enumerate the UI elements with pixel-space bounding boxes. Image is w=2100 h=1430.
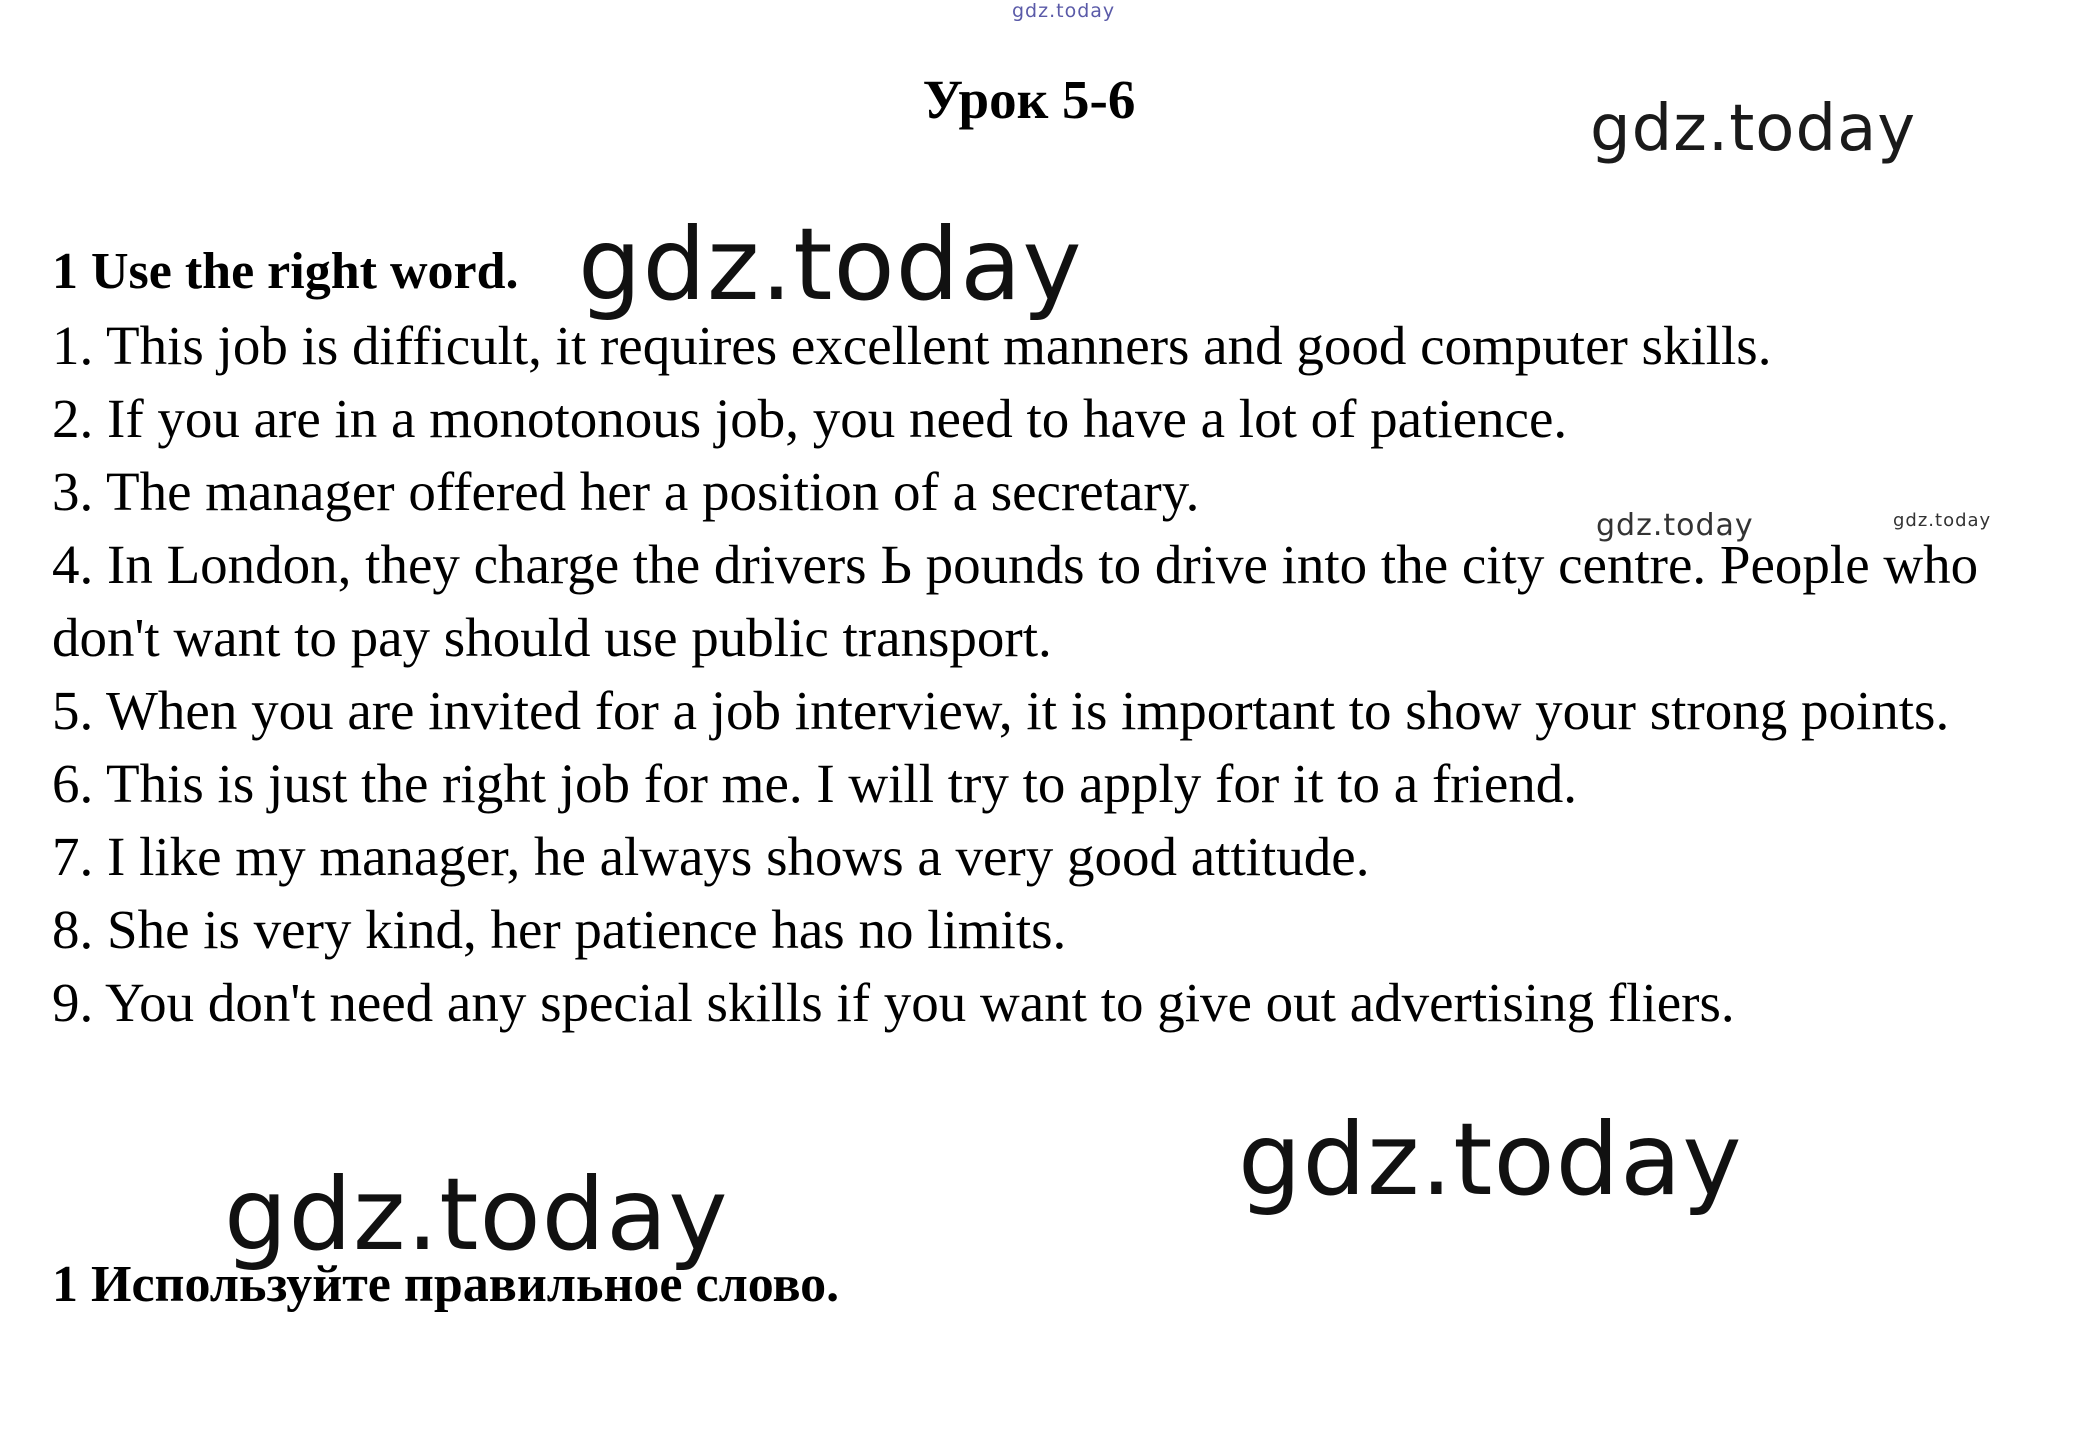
answer-item-3: 3. The manager offered her a position of a secretary.	[52, 461, 1200, 522]
answer-item-6: 6. This is just the right job for me. I will try to apply for it to a friend.	[52, 753, 1578, 814]
answer-item-8: 8. She is very kind, her patience has no limits.	[52, 899, 1067, 960]
answer-item-9: 9. You don't need any special skills if you want to give out advertising fliers.	[52, 972, 1735, 1033]
answer-item-2: 2. If you are in a monotonous job, you need to have a lot of patience.	[52, 388, 1568, 449]
watermark-bottom-left: gdz.today	[224, 1156, 729, 1273]
exercise-heading: 1 Use the right word.	[52, 243, 519, 300]
answer-item-4: 4. In London, they charge the drivers Ь pounds to drive into the city centre. People who don't want to pay should use public transport.	[52, 534, 1979, 668]
watermark-mid-small: gdz.today	[1596, 508, 1754, 543]
watermark-mid-tiny: gdz.today	[1893, 510, 1992, 531]
answer-item-5: 5. When you are invited for a job interview, it is important to show your strong points.	[52, 680, 1950, 741]
watermark-top-right: gdz.today	[1590, 92, 1917, 166]
answer-item-1: 1. This job is difficult, it requires excellent manners and good computer skills.	[52, 315, 1772, 376]
answer-item-7: 7. I like my manager, he always shows a very good attitude.	[52, 826, 1370, 887]
watermark-bottom-right: gdz.today	[1238, 1101, 1743, 1218]
page-title: Урок 5-6	[922, 69, 1136, 130]
translation-heading: 1 Используйте правильное слово.	[52, 1256, 840, 1313]
answer-list	[52, 309, 2062, 1039]
watermark-top-tiny: gdz.today	[1012, 0, 1116, 22]
watermark-heading: gdz.today	[578, 206, 1083, 323]
